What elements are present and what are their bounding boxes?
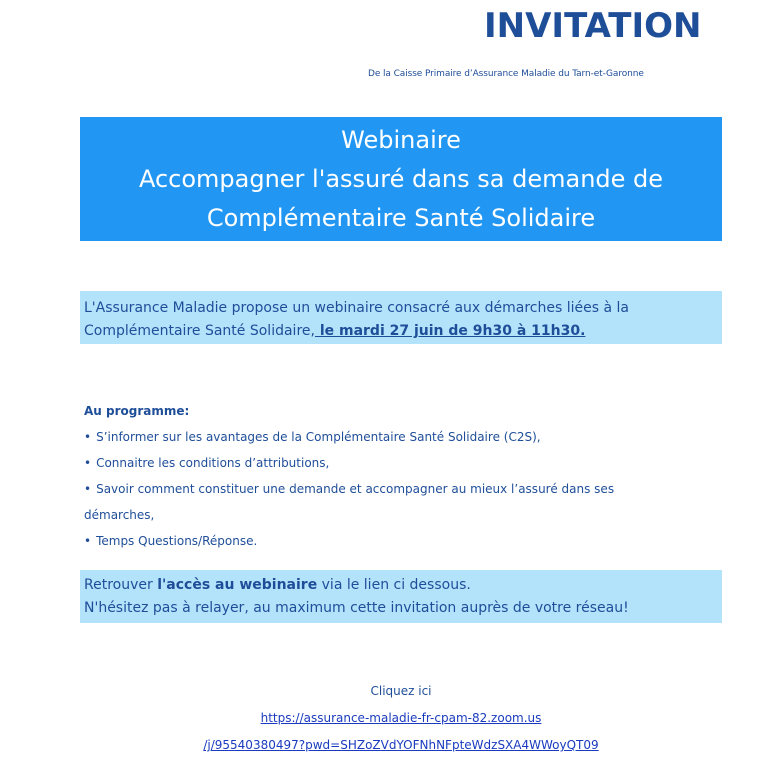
bullet-icon: • [84, 456, 92, 470]
program-heading: Au programme: [84, 404, 190, 418]
program-item [84, 450, 714, 476]
program-item-text: Temps Questions/Réponse. [96, 534, 258, 548]
webinar-link-line-2[interactable]: /j/95540380497?pwd=SHZoZVdYOFNhNFpteWdzSXA4WWoyQT09 [203, 738, 599, 752]
access-prefix: Retrouver [84, 577, 158, 593]
sender-subtitle: De la Caisse Primaire d’Assurance Maladie du Tarn-et-Garonne [368, 69, 644, 79]
intro-text-line-2 [84, 320, 718, 343]
banner-line-1: Webinaire [341, 126, 461, 154]
program-item [84, 424, 714, 450]
footer [80, 678, 722, 759]
program-item-text: Savoir comment constituer une demande et accompagner au mieux l’assuré dans ses [96, 482, 615, 496]
webinar-date: le mardi 27 juin de 9h30 à 11h30. [314, 323, 586, 339]
program-item [84, 528, 714, 554]
webinar-banner [80, 117, 722, 241]
program-item-text: Connaitre les conditions d’attributions, [96, 456, 330, 470]
banner-line-2: Accompagner l'assuré dans sa demande de [138, 165, 664, 193]
bullet-icon: • [84, 534, 92, 548]
banner-line-3: Complémentaire Santé Solidaire [206, 204, 596, 232]
access-line-2: N'hésitez pas à relayer, au maximum cette invitation auprès de votre réseau! [84, 600, 629, 616]
access-line-1 [84, 574, 718, 597]
intro-text-prefix: Complémentaire Santé Solidaire, [84, 323, 315, 339]
access-box [80, 570, 722, 623]
bullet-icon: • [84, 430, 92, 444]
invitation-title: INVITATION [484, 6, 702, 46]
webinar-link-line-1[interactable]: https://assurance-maladie-fr-cpam-82.zoom.us [260, 711, 542, 725]
webinar-link[interactable] [80, 705, 722, 759]
program-item [84, 476, 714, 502]
program-section [84, 400, 714, 554]
program-list [84, 424, 714, 554]
intro-text-line-1: L'Assurance Maladie propose un webinaire consacré aux démarches liées à la [84, 300, 629, 316]
click-here-label: Cliquez ici [370, 684, 432, 698]
bullet-icon: • [84, 482, 92, 496]
program-item-continuation: démarches, [84, 508, 155, 522]
intro-box [80, 291, 722, 344]
access-strong: l'accès au webinaire [157, 577, 318, 593]
access-suffix: via le lien ci dessous. [317, 577, 471, 593]
program-item-text: S’informer sur les avantages de la Complémentaire Santé Solidaire (C2S), [96, 430, 541, 444]
